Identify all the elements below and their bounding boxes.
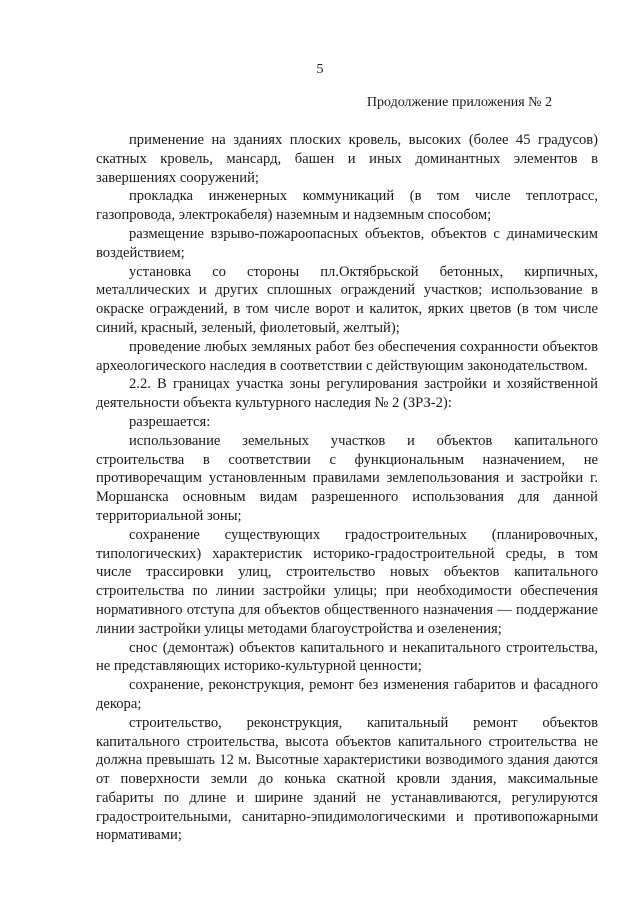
paragraph-permitted-label: разрешается: — [129, 413, 211, 430]
section-heading-2-2: 2.2. В границах участка зоны регулирования застройки и хозяйственной деятельности объекта культурного наследия № 2 (ЗРЗ-2): — [96, 376, 598, 412]
paragraph-flat-roofs: применение на зданиях плоских кровель, высоких (более 45 градусов) скатных кровель, мансард, башен и иных доминантных элементов в завершениях сооружений; — [96, 132, 598, 186]
paragraph-reconstruction: сохранение, реконструкция, ремонт без изменения габаритов и фасадного декора; — [96, 677, 598, 712]
paragraph-preservation: сохранение существующих градостроительных (планировочных, типологических) характеристик историко-градостроительной среды, в том числе трассировки улиц, строительство новых объектов капитального строительства по линии застройки улицы; при необходимости обеспечения нормативного отступа для объектов общественного назначения — поддержание линии застройки улицы методами благоустройства и озеленения; — [96, 526, 598, 637]
paragraph-hazardous-objects: размещение взрыво-пожароопасных объектов, объектов с динамическим воздействием; — [96, 225, 598, 261]
document-body — [96, 131, 598, 845]
paragraph-construction: строительство, реконструкция, капитальный ремонт объектов капитального строительства, высота объектов капитального строительства не должна превышать 12 м. Высотные характеристики возводимого здания даются от поверхности земли до конька скатной кровли здания, максимальные габариты по длине и ширине зданий не устанавливаются, регулируются градостроительными, санитарно-эпидимологическими и противопожарными нормативами; — [96, 714, 598, 844]
paragraph-land-use: использование земельных участков и объектов капитального строительства в соответствии с функциональным назначением, не противоречащим установленным правилами землепользования и застройки г. Моршанска основным видам разрешенного использования для данной территориальной зоны; — [96, 432, 598, 524]
paragraph-demolition: снос (демонтаж) объектов капитального и некапитального строительства, не представляющих историко-культурной ценности; — [96, 639, 598, 675]
appendix-header: Продолжение приложения № 2 — [366, 95, 552, 110]
paragraph-earthworks: проведение любых земляных работ без обеспечения сохранности объектов археологического наследия в соответствии с действующим законодательством. — [96, 338, 598, 374]
paragraph-fences: установка со стороны пл.Октябрьской бетонных, кирпичных, металлических и других сплошных ограждений участков; использование в окраске ограждений, в том числе ворот и калиток, ярких цветов (в том числе синий, красный, зеленый, фиолетовый, желтый); — [96, 263, 598, 336]
paragraph-utilities: прокладка инженерных коммуникаций (в том числе теплотрасс, газопровода, электрокабеля) наземным и надземным способом; — [96, 188, 598, 224]
page-number: 5 — [316, 62, 324, 77]
